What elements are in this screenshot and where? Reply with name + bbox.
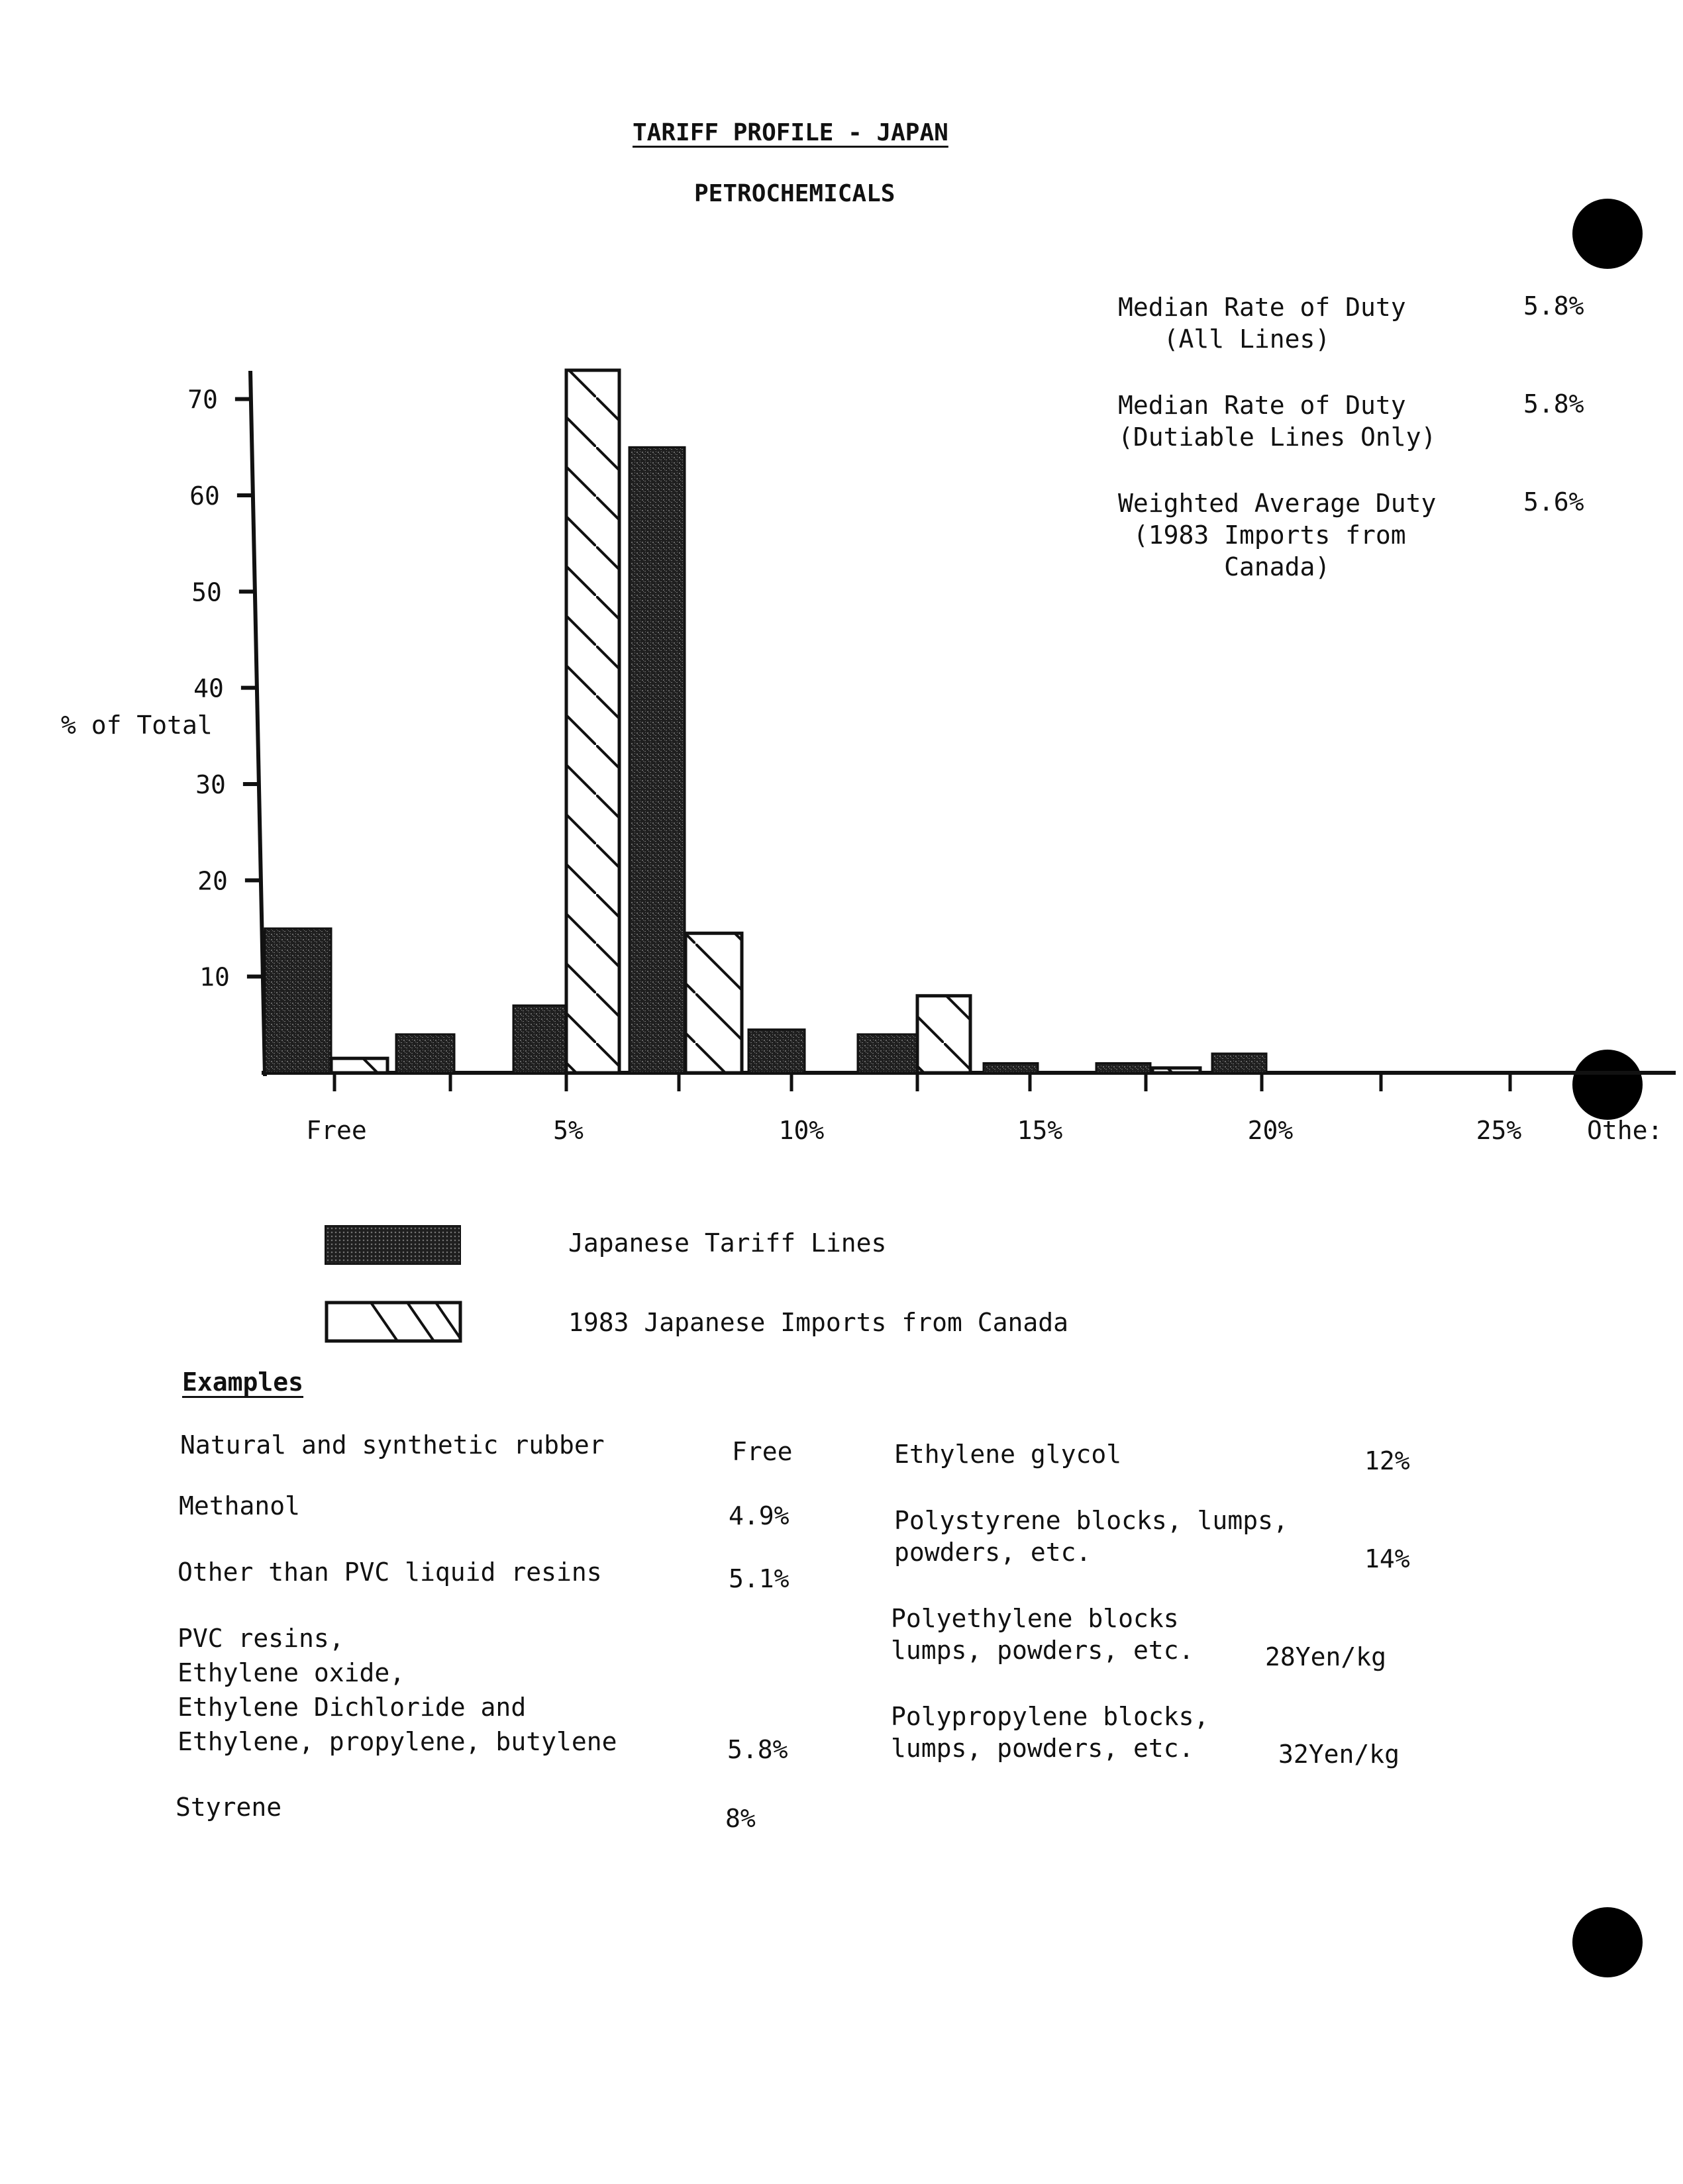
x-tick-label: 10% [778, 1116, 825, 1145]
bar-tariff-lines [396, 1034, 454, 1073]
legend-label-tariff-lines: Japanese Tariff Lines [568, 1228, 887, 1258]
legend-swatch-tariff-lines [325, 1225, 461, 1265]
stat-median-dutiable-label: Median Rate of Duty (Dutiable Lines Only) [1118, 391, 1437, 452]
example-item: Natural and synthetic rubber [180, 1430, 605, 1460]
bar-imports-canada [917, 996, 970, 1073]
example-rate: 5.1% [729, 1564, 790, 1593]
example-rate: 4.9% [729, 1501, 790, 1530]
x-tick-label: 15% [1017, 1116, 1063, 1145]
bar-imports-canada [566, 370, 619, 1073]
page-subtitle: PETROCHEMICALS [694, 180, 895, 207]
x-tick-label: 20% [1247, 1116, 1294, 1145]
x-tick-label: 25% [1476, 1116, 1522, 1145]
example-item: Methanol [179, 1491, 301, 1520]
example-rate: 28Yen/kg [1265, 1642, 1387, 1671]
binder-hole-bottom [1572, 1907, 1643, 1977]
y-axis-line [250, 371, 265, 1076]
legend-label-imports: 1983 Japanese Imports from Canada [568, 1308, 1068, 1337]
y-tick-label: 30 [195, 770, 226, 799]
y-tick-label: 60 [189, 481, 220, 511]
stat-median-all-value: 5.8% [1523, 291, 1584, 321]
example-item: Polyethylene blocks lumps, powders, etc. [891, 1604, 1194, 1665]
x-tick-label: Free [306, 1116, 367, 1145]
y-tick-label: 70 [187, 385, 218, 415]
y-axis-label: % of Total [61, 711, 213, 740]
example-item: Polystyrene blocks, lumps, powders, etc. [894, 1506, 1288, 1567]
bar-tariff-lines [1096, 1063, 1150, 1073]
example-rate: 32Yen/kg [1278, 1740, 1400, 1769]
x-tick-label: 5% [553, 1116, 584, 1145]
chart-bars [265, 370, 1266, 1073]
example-item: Ethylene glycol [894, 1440, 1122, 1469]
bar-tariff-lines [748, 1030, 805, 1073]
y-tick-label: 50 [191, 577, 222, 607]
stat-weighted-average-value: 5.6% [1523, 487, 1584, 517]
bar-tariff-lines [513, 1005, 568, 1073]
example-item: Polypropylene blocks, lumps, powders, etc. [891, 1702, 1209, 1763]
legend-swatch-imports [325, 1301, 464, 1344]
example-rate: Free [732, 1437, 793, 1466]
stat-weighted-average-label: Weighted Average Duty (1983 Imports from Canada) [1118, 489, 1437, 581]
example-rate: 14% [1364, 1544, 1410, 1573]
stat-median-dutiable-value: 5.8% [1523, 389, 1584, 419]
example-item: Styrene [176, 1793, 282, 1822]
bar-tariff-lines [629, 447, 685, 1073]
bar-imports-canada [331, 1058, 387, 1073]
bar-imports-canada [686, 933, 742, 1073]
examples-heading: Examples [182, 1367, 304, 1397]
y-tick-label: 40 [193, 673, 224, 703]
x-tick-label: Othe: [1587, 1116, 1663, 1145]
bar-tariff-lines [1212, 1054, 1266, 1073]
bar-tariff-lines [858, 1034, 919, 1073]
example-rate: 8% [725, 1804, 756, 1833]
example-rate: 12% [1364, 1446, 1410, 1475]
bar-imports-canada [1152, 1068, 1200, 1073]
example-item: Other than PVC liquid resins [178, 1558, 602, 1587]
example-rate: 5.8% [727, 1735, 788, 1764]
bar-tariff-lines [265, 928, 331, 1073]
bar-tariff-lines [984, 1063, 1038, 1073]
page-title: TARIFF PROFILE - JAPAN [633, 119, 948, 146]
y-tick-label: 20 [197, 866, 228, 896]
stat-median-all-label: Median Rate of Duty (All Lines) [1118, 293, 1406, 354]
chart-axes [235, 371, 1676, 1091]
example-item: PVC resins, Ethylene oxide, Ethylene Dichloride and Ethylene, propylene, butylene [178, 1624, 617, 1756]
y-tick-label: 10 [199, 962, 230, 992]
